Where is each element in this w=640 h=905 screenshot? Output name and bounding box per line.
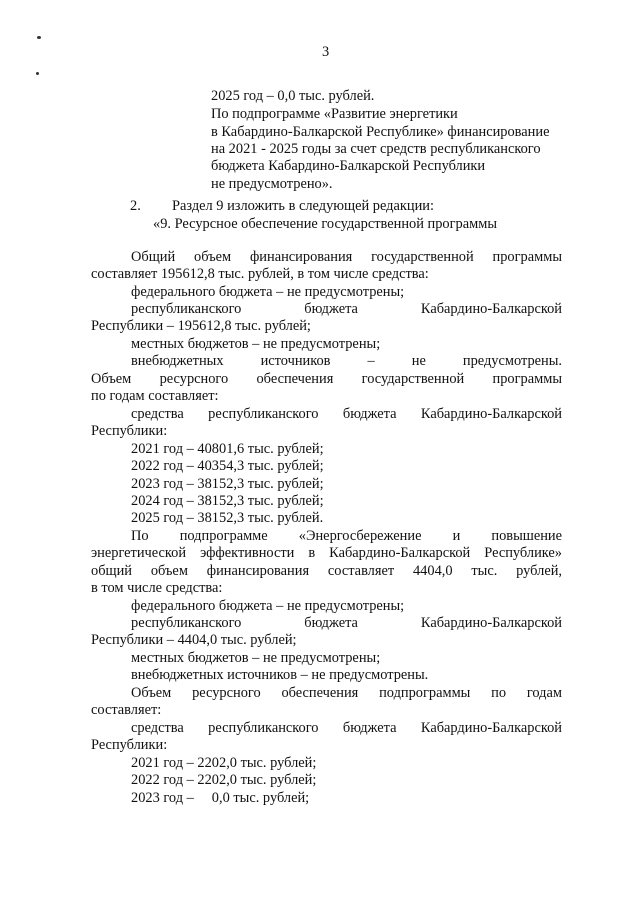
text-line: в Кабардино-Балкарской Республике» финансирование (211, 124, 550, 140)
text-line: не предусмотрено». (211, 176, 333, 192)
text-line: местных бюджетов – не предусмотрены; (131, 336, 381, 352)
text-line: средства республиканского бюджета Кабардино-Балкарской (131, 720, 562, 736)
text-line: 2025 год – 0,0 тыс. рублей. (211, 88, 375, 104)
text-line: по годам составляет: (91, 388, 219, 404)
text-line: Республики: (91, 423, 168, 439)
text-line: 2022 год – 2202,0 тыс. рублей; (131, 772, 317, 788)
text-line: внебюджетных источников – не предусмотрены. (131, 353, 562, 369)
text-line: 2021 год – 40801,6 тыс. рублей; (131, 441, 324, 457)
text-line: составляет: (91, 702, 162, 718)
text-line: Республики – 195612,8 тыс. рублей; (91, 318, 311, 334)
text-line: 2021 год – 2202,0 тыс. рублей; (131, 755, 317, 771)
scan-mark (36, 72, 39, 75)
text-line: 2023 год – 38152,3 тыс. рублей; (131, 476, 324, 492)
text-line: средства республиканского бюджета Кабардино-Балкарской (131, 406, 562, 422)
page-number: 3 (322, 44, 330, 60)
text-line: внебюджетных источников – не предусмотрены. (131, 667, 429, 683)
scan-mark (37, 36, 41, 39)
text-line: 2022 год – 40354,3 тыс. рублей; (131, 458, 324, 474)
text-line: федерального бюджета – не предусмотрены; (131, 284, 405, 300)
text-line: на 2021 - 2025 годы за счет средств республиканского (211, 141, 541, 157)
item-number: 2. (130, 198, 141, 214)
text-line: По подпрограмме «Энергосбережение и повышение (131, 528, 562, 544)
text-line: Общий объем финансирования государственной программы (131, 249, 562, 265)
section-title: «9. Ресурсное обеспечение государственной программы (153, 216, 497, 232)
text-line: энергетической эффективности в Кабардино-Балкарской Республике» (91, 545, 562, 561)
text-line: Объем ресурсного обеспечения государственной программы (91, 371, 562, 387)
text-line: Объем ресурсного обеспечения подпрограммы по годам (131, 685, 562, 701)
text-line: республиканского бюджета Кабардино-Балкарской (131, 301, 562, 317)
text-line: федерального бюджета – не предусмотрены; (131, 598, 405, 614)
text-line: 2023 год – 0,0 тыс. рублей; (131, 790, 310, 806)
text-line: составляет 195612,8 тыс. рублей, в том числе средства: (91, 266, 429, 282)
text-line: 2024 год – 38152,3 тыс. рублей; (131, 493, 324, 509)
text-line: в том числе средства: (91, 580, 223, 596)
text-line: По подпрограмме «Развитие энергетики (211, 106, 458, 122)
text-line: местных бюджетов – не предусмотрены; (131, 650, 381, 666)
text-line: Республики: (91, 737, 168, 753)
item-text: Раздел 9 изложить в следующей редакции: (172, 198, 434, 214)
text-line: 2025 год – 38152,3 тыс. рублей. (131, 510, 324, 526)
text-line: Республики – 4404,0 тыс. рублей; (91, 632, 297, 648)
text-line: бюджета Кабардино-Балкарской Республики (211, 158, 486, 174)
text-line: общий объем финансирования составляет 4404,0 тыс. рублей, (91, 563, 562, 579)
text-line: республиканского бюджета Кабардино-Балкарской (131, 615, 562, 631)
